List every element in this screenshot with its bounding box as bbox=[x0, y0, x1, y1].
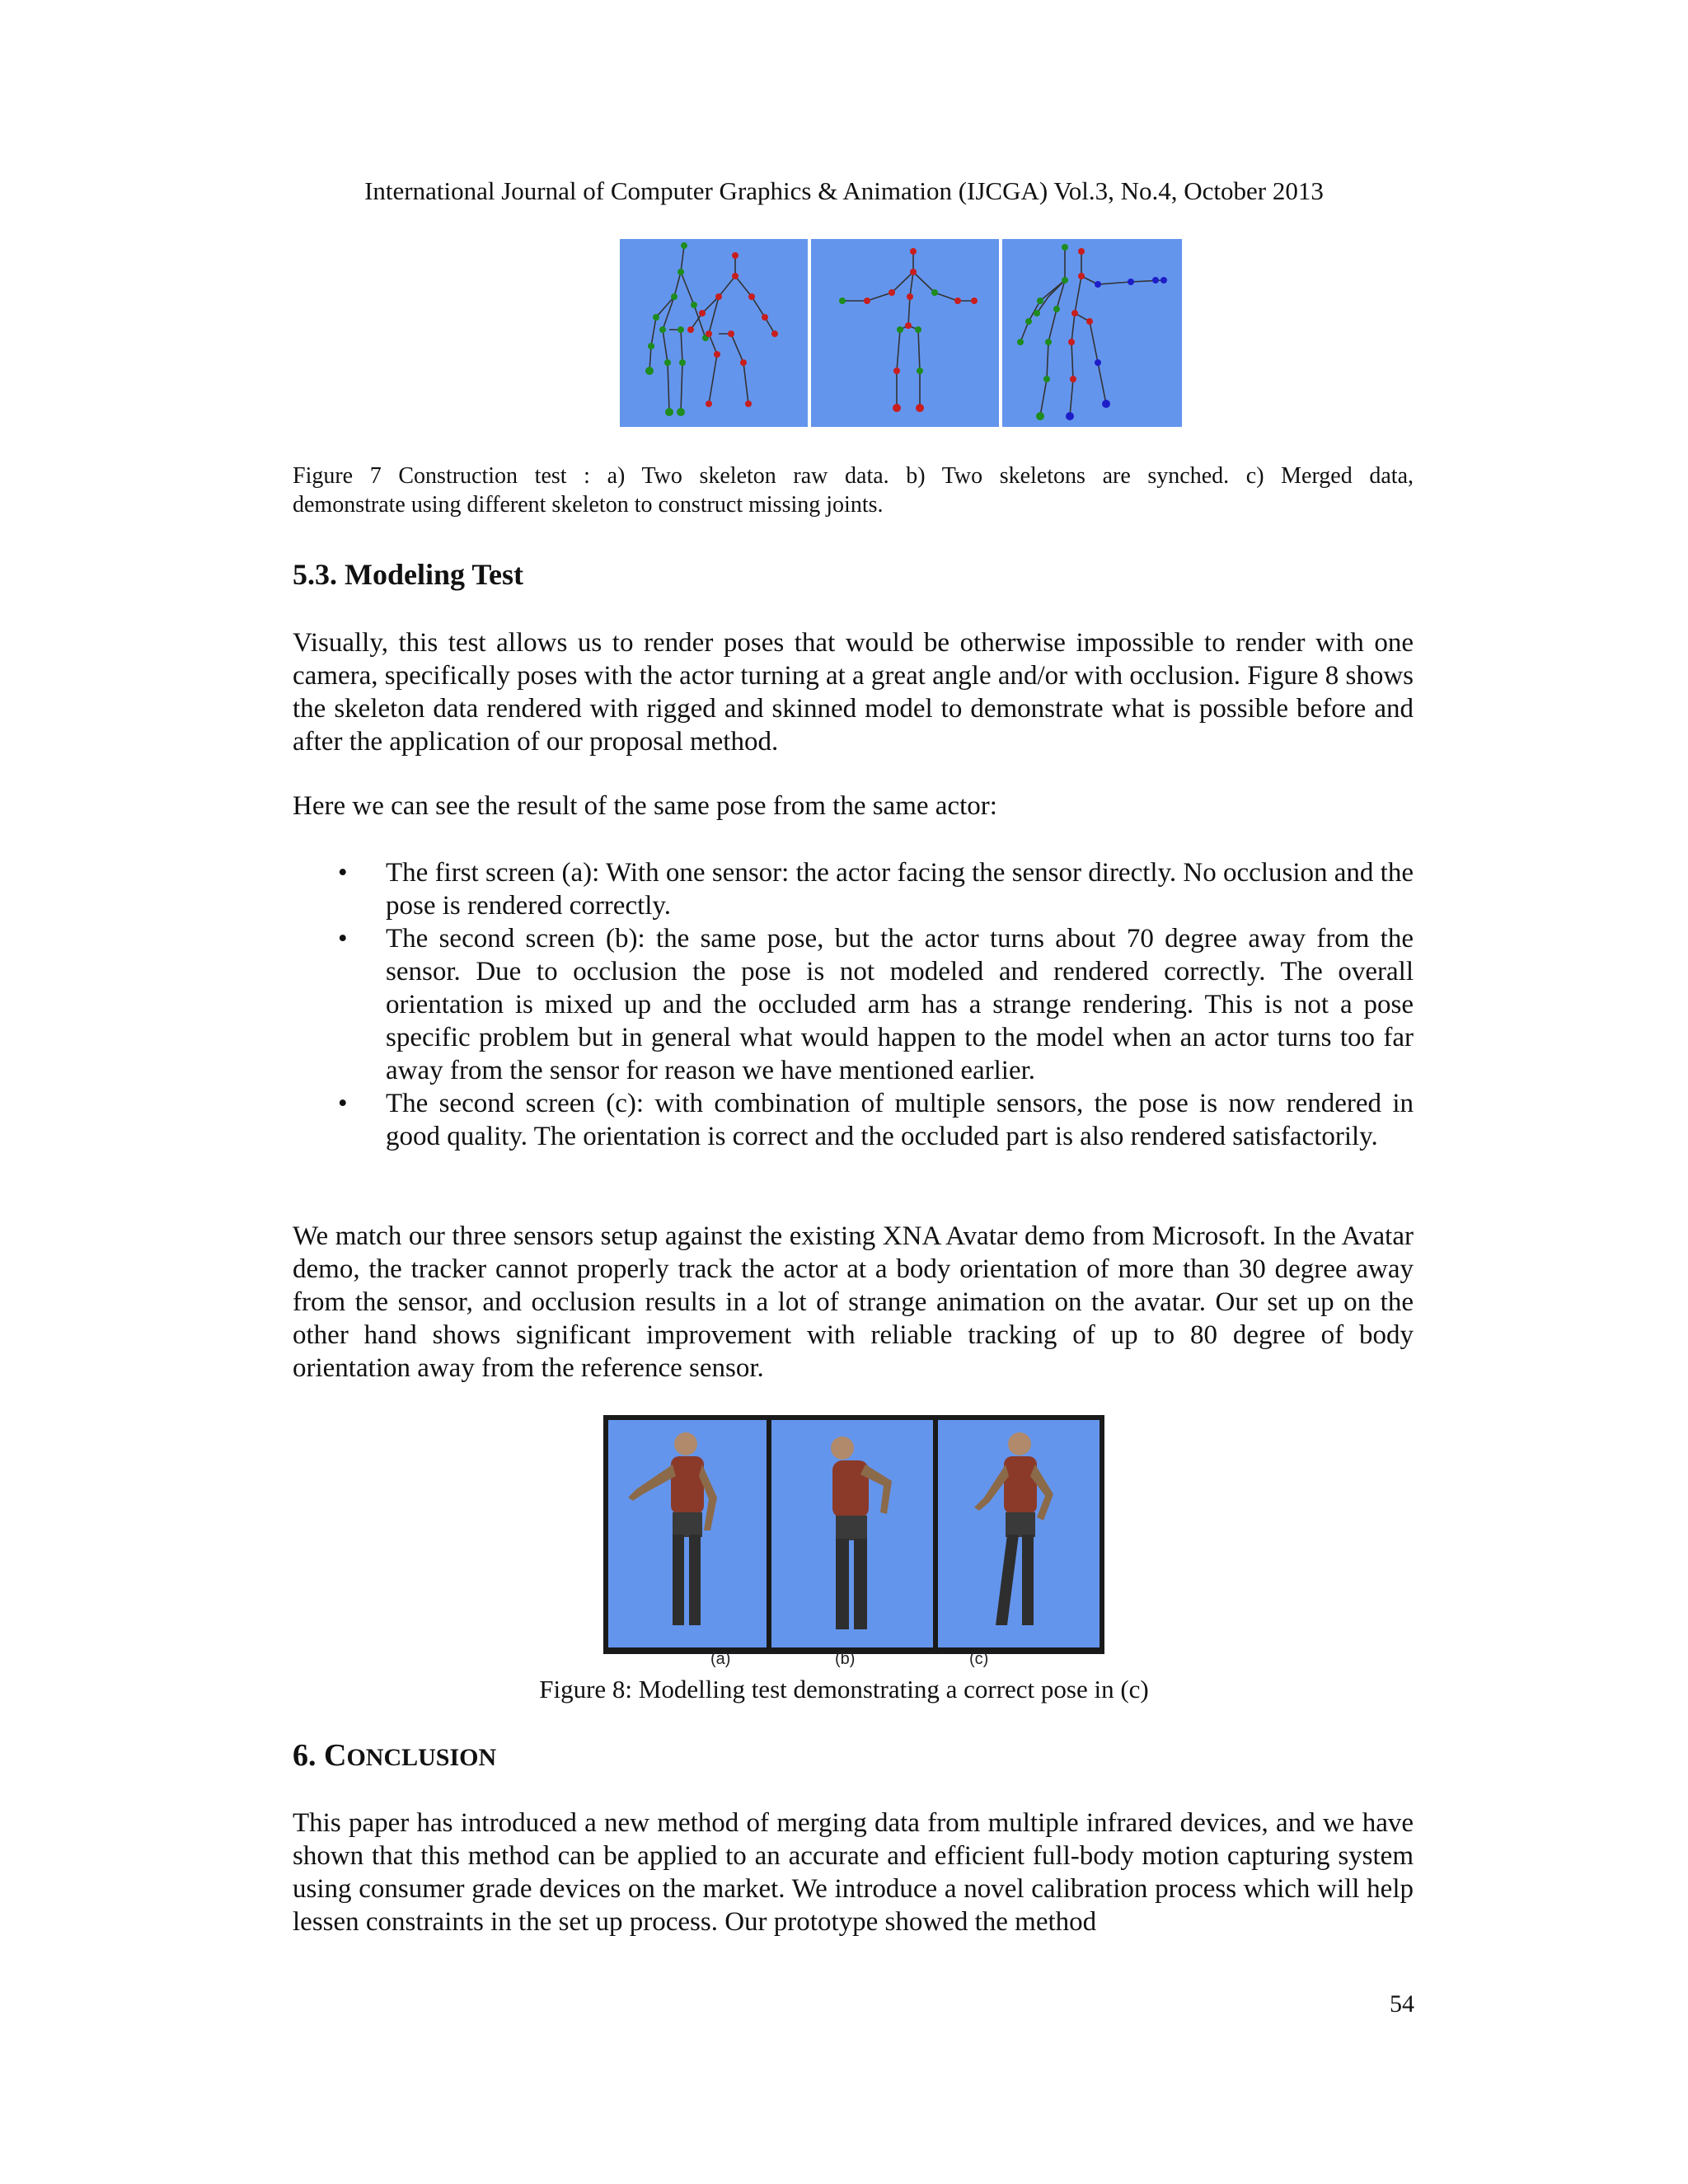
bullet-mark: • bbox=[338, 1089, 348, 1118]
figure-7-caption-line-2: demonstrate using different skeleton to construct missing joints. bbox=[293, 492, 884, 518]
section-6-number: 6. C bbox=[293, 1738, 347, 1773]
figure-8-sublabels bbox=[0, 1650, 1688, 1675]
figure-7-caption-line-1: Figure 7 Construction test : a) Two skeleton raw data. b) Two skeletons are synched. c) Merged data, bbox=[293, 463, 1414, 489]
bullet-mark: • bbox=[338, 858, 348, 888]
figure-7-caption bbox=[293, 462, 1414, 519]
list-item-text: The second screen (c): with combination of multiple sensors, the pose is now rendered in good quality. The orientation is correct and the occluded part is also rendered satisfactorily. bbox=[386, 1089, 1414, 1151]
bullet-mark: • bbox=[338, 924, 348, 954]
figure-8-caption: Figure 8: Modelling test demonstrating a correct pose in (c) bbox=[539, 1675, 1149, 1704]
paragraph-modeling-intro: Visually, this test allows us to render poses that would be otherwise impossible to render with one camera, specifically poses with the actor turning at a great angle and/or with occlusion. Figure 8 shows the skeleton data rendered with rigged and skinned model to demonstrate what is possible before and after the application of our proposal method. bbox=[293, 628, 1414, 757]
section-5-3-heading: 5.3. Modeling Test bbox=[293, 558, 524, 591]
screen-result-list bbox=[293, 856, 1414, 1153]
figure-8-image bbox=[603, 1415, 1104, 1654]
list-item-text: The second screen (b): the same pose, but the actor turns about 70 degree away from the sensor. Due to occlusion the pose is not modeled and rendered correctly. The overall orientation is mixed up and the occluded arm has a strange rendering. This is not a pose specific problem but in general what would happen to the model when an actor turns too far away from the sensor for reason we have mentioned earlier. bbox=[386, 924, 1414, 1085]
sublabel-a: (a) bbox=[710, 1650, 731, 1668]
section-6-heading bbox=[293, 1737, 496, 1774]
figure-7-image bbox=[620, 239, 1182, 427]
paragraph-same-pose: Here we can see the result of the same pose from the same actor: bbox=[293, 791, 997, 821]
paragraph-conclusion: This paper has introduced a new method of merging data from multiple infrared devices, and we have shown that this method can be applied to an accurate and efficient full-body motion capturing system using consumer grade devices on the market. We introduce a novel calibration process which will help lessen constraints in the set up process. Our prototype showed the method bbox=[293, 1808, 1414, 1937]
list-item-text: The first screen (a): With one sensor: the actor facing the sensor directly. No occlusion and the pose is rendered correctly. bbox=[386, 858, 1414, 921]
section-6-title: ONCLUSION bbox=[346, 1744, 497, 1771]
list-item bbox=[293, 922, 1414, 1087]
page-number: 54 bbox=[1390, 1990, 1414, 2018]
journal-header: International Journal of Computer Graphics & Animation (IJCGA) Vol.3, No.4, October 2013 bbox=[364, 176, 1324, 205]
list-item bbox=[293, 856, 1414, 922]
list-item bbox=[293, 1087, 1414, 1153]
sublabel-c: (c) bbox=[969, 1650, 989, 1668]
sublabel-b: (b) bbox=[835, 1650, 856, 1668]
paragraph-xna-comparison: We match our three sensors setup against the existing XNA Avatar demo from Microsoft. In the Avatar demo, the tracker cannot properly track the actor at a body orientation of more than 30 degree away from the sensor, and occlusion results in a lot of strange animation on the avatar. Our set up on the other hand shows significant improvement with reliable tracking of up to 80 degree of body orientation away from the reference sensor. bbox=[293, 1221, 1414, 1383]
